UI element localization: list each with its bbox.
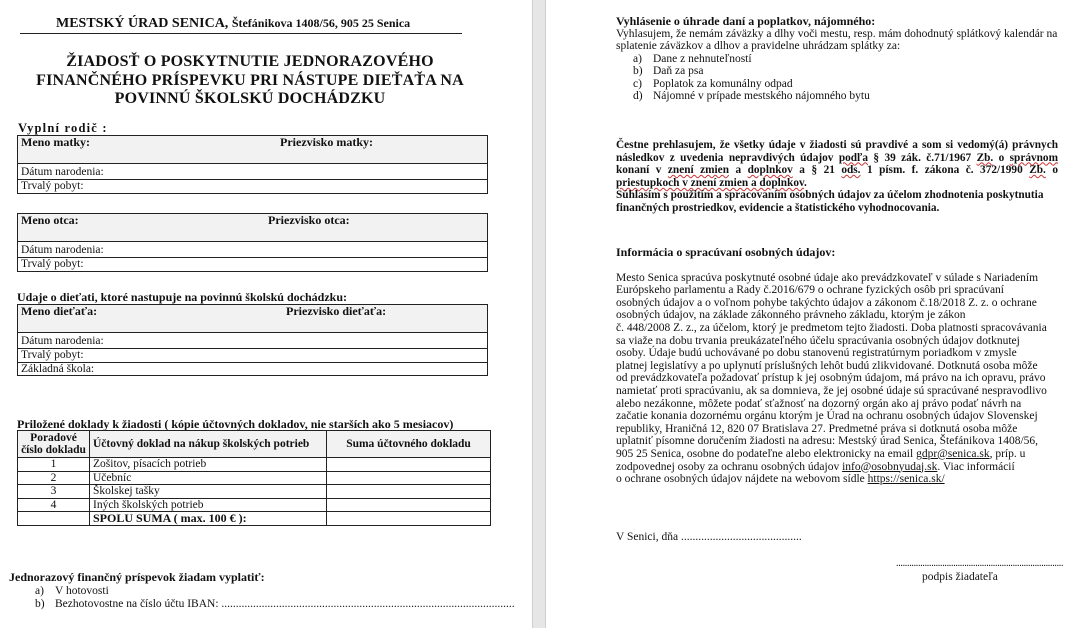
row-number: 1 — [18, 458, 90, 472]
row-sum-cell[interactable] — [327, 471, 491, 485]
payment-option-iban[interactable] — [35, 598, 515, 611]
child-birth-label: Dátum narodenia: — [21, 335, 104, 347]
total-label: SPOLU SUMA ( max. 100 € ): — [90, 512, 327, 526]
spellcheck-word: Zb. — [1029, 164, 1046, 177]
father-name-row[interactable] — [18, 214, 487, 241]
text-span: 905 25 Senica, osobne do podateľne alebo elektronicky na email — [616, 447, 917, 460]
total-row — [18, 512, 491, 526]
page-separator — [532, 0, 546, 628]
option-marker: b) — [35, 597, 45, 610]
payment-section — [9, 570, 515, 610]
child-surname-label: Priezvisko dieťaťa: — [286, 304, 387, 318]
gdpr-line — [616, 461, 1076, 474]
row-document: Iných školských potrieb — [90, 498, 327, 512]
child-school-label: Základná škola: — [21, 363, 95, 375]
row-number: 4 — [18, 498, 90, 512]
option-text: V hotovosti — [55, 585, 109, 597]
consent-paragraph: Súhlasím s použitím a spracovaním osobných údajov za účelom zhodnotenia poskytnutia finančných prostriedkov, evidencie a štatistického vyhodnocovania. — [616, 189, 1044, 214]
spellcheck-word: znení zmien — [667, 164, 729, 177]
col-header-number — [18, 431, 90, 458]
mother-residence-row[interactable] — [18, 179, 487, 193]
documents-table-header — [18, 431, 491, 458]
father-residence-label: Trvalý pobyt: — [21, 258, 84, 270]
office-address: Štefánikova 1408/56, 905 25 Senica — [231, 16, 411, 30]
gdpr-line: začatie konania dozornému orgánu ktorým je Úrad na ochranu osobných údajov Slovenskej — [616, 410, 1038, 423]
text-span: o — [1045, 164, 1059, 177]
place-date-line[interactable]: V Senici, dňa .......................................... — [616, 531, 802, 543]
item-text: Daň za psa — [653, 65, 704, 78]
declaration-item — [633, 90, 1066, 103]
payment-options — [9, 585, 515, 610]
col-header-sum: Suma účtovného dokladu — [327, 431, 491, 458]
spellcheck-word: priestupkoch v znení zmien a doplnkov — [616, 176, 805, 189]
document-page-2 — [546, 0, 1080, 628]
honor-paragraph — [616, 139, 1058, 189]
documents-table — [17, 430, 491, 526]
mother-birth-row[interactable] — [18, 163, 487, 179]
declaration-text: Vyhlasujem, že nemám záväzky a dlhy voči mestu, resp. mám dohodnutý splátkový kalendár na splatenie záväzkov a dlhov a pravidelne uhrádzam splátky za: — [616, 27, 1058, 53]
mother-surname-label: Priezvisko matky: — [280, 135, 373, 149]
option-text: Bezhotovostne na číslo účtu IBAN: ...................................................................................................... — [55, 597, 515, 610]
gdpr-line: namietať proti spracúvaniu, ak sa domnieva, že jej osobné údaje sú spracúvané nespravodlivo — [616, 384, 1047, 397]
child-birth-row[interactable] — [18, 332, 487, 348]
signature-label: podpis žiadateľa — [922, 571, 998, 583]
header-divider — [20, 33, 462, 34]
table-row — [18, 498, 491, 512]
gdpr-section — [616, 246, 1076, 486]
gdpr-text — [616, 272, 1076, 486]
declaration-item — [633, 53, 1066, 66]
gdpr-line — [616, 473, 1076, 486]
child-residence-label: Trvalý pobyt: — [21, 349, 84, 361]
gdpr-line: od prevádzkovateľa požadovať prístup k jej osobným údajom, má právo na ich opravu, právo — [616, 372, 1046, 385]
declaration-item — [633, 78, 1066, 91]
col-header-number-line2: číslo dokladu — [21, 444, 86, 456]
spellcheck-word: ods. — [841, 164, 861, 177]
item-marker: c) — [633, 77, 642, 90]
text-span: a § 21 — [792, 164, 842, 177]
gdpr-heading: Informácia o spracúvaní osobných údajov: — [616, 245, 836, 259]
text-span: o ochrane osobných údajov nájdete na webovom sídle — [616, 473, 868, 486]
option-marker: a) — [35, 585, 44, 597]
text-span: . Viac informácií — [937, 460, 1015, 473]
email-link-gdpr[interactable]: gdpr@senica.sk — [916, 447, 990, 460]
parent-section-label: Vyplní rodič : — [18, 121, 108, 135]
gdpr-line: č. 448/2008 Z. z., za účelom, ktorý je predmetom tejto žiadosti. Doba platnosti spracovávania — [616, 321, 1047, 334]
payment-section-label: Jednorazový finančný príspevok žiadam vyplatiť: — [9, 570, 265, 584]
website-link[interactable]: https://senica.sk/ — [867, 473, 945, 486]
email-link-dpo[interactable]: info@osobnyudaj.sk — [842, 460, 938, 473]
text-span: 1 písm. f. zákona č. 372/1990 — [860, 164, 1030, 177]
child-name-row[interactable] — [18, 305, 487, 332]
mother-birth-label: Dátum narodenia: — [21, 166, 104, 178]
payment-option-cash[interactable] — [35, 585, 515, 598]
child-info-box — [17, 304, 488, 376]
col-header-number-line1: Poradové — [30, 431, 77, 444]
signature-line[interactable]: ............................................................................ — [896, 558, 1064, 569]
total-number-cell — [18, 512, 90, 526]
text-span: konaní v — [616, 164, 668, 177]
declaration-section — [616, 15, 1066, 103]
spellcheck-word: podľa — [838, 151, 868, 164]
gdpr-line: republiky, Hraničná 12, 820 07 Bratislava 27. Predmetné práva si dotknutá osoba môže — [616, 422, 1018, 435]
father-name-label: Meno otca: — [21, 213, 79, 227]
item-marker: d) — [633, 90, 643, 103]
text-span: Čestne prehlasujem, že všetky údaje v žiadosti sú pravdivé a som si vedomý(á) právnych následkov z uvedenia nepravdivých údajov — [616, 139, 1058, 164]
father-birth-label: Dátum narodenia: — [21, 244, 104, 256]
row-sum-cell[interactable] — [327, 458, 491, 472]
honor-declaration — [616, 139, 1058, 215]
spellcheck-word: Zb. — [976, 151, 994, 164]
item-marker: b) — [633, 65, 643, 78]
gdpr-line — [616, 448, 1076, 461]
item-text: Nájomné v prípade mestského nájomného bytu — [653, 90, 870, 103]
father-info-box — [17, 213, 488, 272]
item-marker: a) — [633, 52, 642, 65]
table-row — [18, 471, 491, 485]
gdpr-line: platnej legislatívy a po uplynutí príslušných lehôt budú zlikvidované. Dotknutá osoba môže — [616, 359, 1038, 372]
child-school-row[interactable] — [18, 362, 487, 375]
table-row — [18, 485, 491, 499]
child-name-label: Meno dieťaťa: — [21, 304, 98, 318]
office-header — [56, 16, 410, 32]
spellcheck-word: správnom — [1009, 151, 1058, 164]
row-number: 2 — [18, 471, 90, 485]
text-span: , príp. u — [989, 447, 1026, 460]
text-span: . — [804, 176, 807, 189]
item-text: Dane z nehnuteľností — [653, 52, 752, 65]
col-header-document: Účtovný doklad na nákup školských potrieb — [90, 431, 327, 458]
father-residence-row[interactable] — [18, 257, 487, 271]
row-document: Školskej tašky — [90, 485, 327, 499]
title-line-1: ŽIADOSŤ O POSKYTNUTIE JEDNORAZOVÉHO — [66, 53, 434, 70]
documents-section-label: Priložené doklady k žiadosti ( kópie účtovných dokladov, nie starších ako 5 mesiacov) — [17, 417, 454, 431]
row-number: 3 — [18, 485, 90, 499]
title-line-3: POVINNÚ ŠKOLSKÚ DOCHÁDZKU — [114, 90, 386, 107]
row-document: Učebníc — [90, 471, 327, 485]
gdpr-line: osobných údajov a o voľnom pohybe takýchto údajov a zákonom č.18/2018 Z. z. o ochrane — [616, 296, 1037, 309]
father-surname-label: Priezvisko otca: — [268, 213, 350, 227]
row-sum-cell[interactable] — [327, 498, 491, 512]
mother-name-row[interactable] — [18, 136, 487, 163]
row-document: Zošitov, písacích potrieb — [90, 458, 327, 472]
gdpr-line: osobných údajov, na základe zákonného právneho základu, ktorým je zákon — [616, 309, 966, 322]
gdpr-line: uplatniť písomne doručením žiadosti na adresu: Mestský úrad Senica, Štefánikova 1408/56, — [616, 435, 1039, 448]
gdpr-line: Mesto Senica spracúva poskytnuté osobné údaje ako prevádzkovateľ v súlade s Nariadením — [616, 271, 1039, 284]
text-span: o — [993, 151, 1010, 164]
text-span: zodpovednej osoby za ochranu osobných údajov — [616, 460, 843, 473]
mother-name-label: Meno matky: — [21, 135, 90, 149]
item-text: Poplatok za komunálny odpad — [653, 77, 793, 90]
declaration-item — [633, 65, 1066, 78]
child-residence-row[interactable] — [18, 348, 487, 362]
row-sum-cell[interactable] — [327, 485, 491, 499]
declaration-heading: Vyhlásenie o úhrade daní a poplatkov, nájomného: — [616, 14, 876, 28]
declaration-list — [616, 53, 1066, 103]
spellcheck-word: doplnkov — [747, 164, 793, 177]
child-section-label: Udaje o dieťati, ktoré nastupuje na povinnú školskú dochádzku: — [17, 290, 347, 304]
table-row — [18, 458, 491, 472]
text-span: a — [728, 164, 748, 177]
gdpr-line: Európskeho parlamentu a Rady č.2016/679 o ochrane fyzických osôb pri spracúvaní — [616, 284, 1005, 297]
gdpr-line: alebo nezákonne, môžete podať sťažnosť na dozorný orgán ako aj právo podať návrh na — [616, 397, 1022, 410]
gdpr-line: sa viaže na dobu trvania preukázateľného účelu spracúvania osobných údajov dotknutej — [616, 334, 1020, 347]
title-line-2: FINANČNÉHO PRÍSPEVKU PRI NÁSTUPE DIEŤAŤA NA — [36, 71, 464, 89]
mother-residence-label: Trvalý pobyt: — [21, 180, 84, 192]
document-page-1 — [0, 0, 532, 628]
total-sum-cell[interactable] — [327, 512, 491, 526]
gdpr-line: osoby. Údaje budú uchovávané po dobu stanovenú registratúrnym poriadkom v zmysle — [616, 347, 1017, 360]
text-span: § 39 zák. č.71/1967 — [868, 151, 977, 164]
mother-info-box — [17, 135, 488, 194]
father-birth-row[interactable] — [18, 241, 487, 257]
document-title — [0, 53, 500, 109]
office-name: MESTSKÝ ÚRAD SENICA, — [56, 16, 229, 31]
